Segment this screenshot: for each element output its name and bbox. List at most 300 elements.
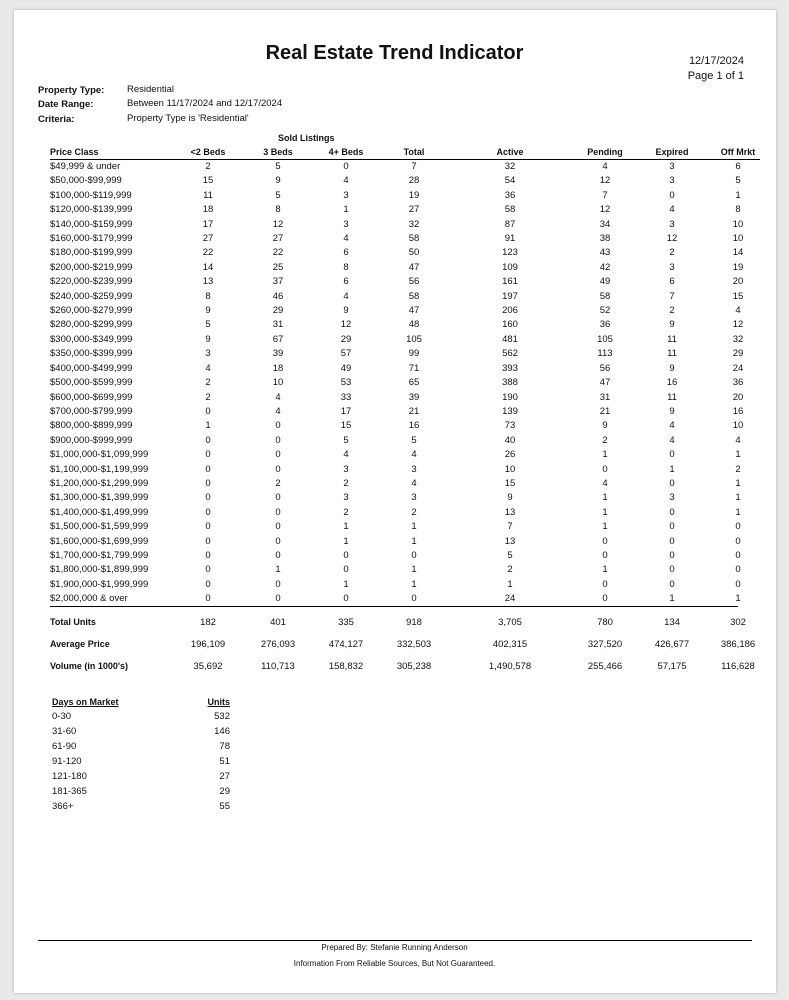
dom-header-units: Units [207,697,230,707]
cell-value: 13 [504,506,516,518]
row-label: $260,000-$279,999 [50,305,133,317]
table-row [50,218,760,232]
row-label: 31-60 [52,726,77,737]
row-label: $120,000-$139,999 [50,204,133,216]
cell-value: 71 [408,362,420,374]
cell-value: 25 [272,261,284,273]
report-date: 12/17/2024 [688,55,744,67]
cell-value: 276,093 [260,638,296,650]
cell-value: 29 [272,305,284,317]
row-label: $1,000,000-$1,099,999 [50,449,149,461]
cell-value: 6 [669,276,675,288]
cell-value: 401 [270,616,286,628]
cell-value: 0 [602,593,608,605]
cell-value: 8 [205,290,211,302]
cell-value: 2 [343,506,349,518]
cell-value: 14 [202,261,214,273]
cell-value: 37 [272,276,284,288]
column-header: <2 Beds [162,146,254,160]
cell-value: 4 [735,305,741,317]
cell-value: 2 [275,477,281,489]
cell-value: 5 [735,175,741,187]
cell-value: 0 [669,535,675,547]
cell-value: 4 [669,434,675,446]
cell-value: 27 [202,233,214,245]
cell-value: 1,490,578 [488,660,532,672]
cell-value: 14 [732,247,744,259]
cell-value: 20 [732,276,744,288]
row-label: $350,000-$399,999 [50,348,133,360]
row-label: 121-180 [52,771,87,782]
cell-value: 17 [340,405,352,417]
cell-value: 139 [502,405,518,417]
table-row [50,592,760,606]
cell-value: 15 [202,175,214,187]
cell-value: 1 [602,506,608,518]
cell-value: 1 [735,477,741,489]
column-header: Expired [628,146,716,160]
cell-value: 780 [597,616,613,628]
cell-value: 1 [343,535,349,547]
cell-value: 35,692 [193,660,223,672]
report-title: Real Estate Trend Indicator [265,42,524,64]
cell-value: 302 [730,616,746,628]
cell-value: 8 [343,261,349,273]
cell-value: 0 [205,521,211,533]
column-header: Active [438,146,582,160]
cell-value: 56 [599,362,611,374]
cell-value: 0 [669,521,675,533]
table-row [50,506,760,520]
cell-value: 67 [272,333,284,345]
table-row [50,376,760,390]
cell-value: 13 [202,276,214,288]
cell-value: 4 [343,449,349,461]
cell-value: 1 [735,506,741,518]
property-type-value: Residential [127,84,174,95]
column-header: Off Mrkt [716,146,760,160]
cell-value: 0 [602,535,608,547]
cell-value: 388 [502,377,518,389]
row-label: $1,600,000-$1,699,999 [50,535,149,547]
cell-value: 53 [340,377,352,389]
cell-value: 12 [599,175,611,187]
row-label: $800,000-$899,999 [50,420,133,432]
row-label: $1,700,000-$1,799,999 [50,549,149,561]
cell-value: 2 [669,247,675,259]
cell-value: 116,628 [721,660,755,672]
cell-value: 197 [502,290,518,302]
cell-value: 3,705 [498,616,522,628]
cell-value: 0 [669,189,675,201]
cell-value: 0 [205,564,211,576]
cell-value: 21 [408,405,420,417]
cell-value: 4 [411,477,417,489]
cell-value: 99 [408,348,420,360]
cell-value: 0 [602,578,608,590]
cell-value: 48 [408,319,420,331]
cell-value: 123 [502,247,518,259]
cell-value: 20 [732,391,744,403]
row-label: $900,000-$999,999 [50,434,133,446]
cell-value: 0 [275,578,281,590]
cell-value: 0 [735,578,741,590]
cell-value: 58 [408,290,420,302]
table-row [50,448,760,462]
table-row [50,290,760,304]
cell-value: 49 [599,276,611,288]
cell-value: 31 [272,319,284,331]
cell-value: 0 [669,549,675,561]
criteria-label: Criteria: [38,114,75,125]
price-class-rows [50,160,760,607]
cell-value: 4 [205,362,211,374]
dom-header-row [52,695,230,709]
cell-value: 52 [599,305,611,317]
cell-value: 3 [205,348,211,360]
cell-value: 36 [504,189,516,201]
table-row [50,333,760,347]
cell-value: 1 [602,521,608,533]
totals-table [50,611,760,677]
cell-value: 0 [669,578,675,590]
cell-value: 55 [219,801,230,812]
row-label: $600,000-$699,999 [50,391,133,403]
cell-value: 0 [275,521,281,533]
table-row [50,203,760,217]
row-label: $1,800,000-$1,899,999 [50,564,149,576]
cell-value: 0 [205,434,211,446]
cell-value: 0 [205,463,211,475]
cell-value: 158,832 [328,660,364,672]
cell-value: 15 [732,290,744,302]
table-row [50,578,760,592]
table-row [50,174,760,188]
cell-value: 393 [502,362,518,374]
cell-value: 10 [732,233,744,245]
table-row [50,275,760,289]
cell-value: 134 [664,616,680,628]
row-label: $220,000-$239,999 [50,276,133,288]
dom-row [52,799,230,814]
cell-value: 196,109 [190,638,226,650]
cell-value: 3 [411,463,417,475]
cell-value: 12 [599,204,611,216]
cell-value: 31 [599,391,611,403]
cell-value: 0 [275,420,281,432]
cell-value: 15 [340,420,352,432]
cell-value: 5 [205,319,211,331]
cell-value: 16 [666,377,678,389]
cell-value: 9 [669,319,675,331]
cell-value: 0 [275,463,281,475]
cell-value: 27 [272,233,284,245]
cell-value: 2 [602,434,608,446]
cell-value: 9 [602,420,608,432]
cell-value: 3 [343,492,349,504]
cell-value: 8 [735,204,741,216]
cell-value: 1 [507,578,513,590]
cell-value: 21 [599,405,611,417]
cell-value: 17 [202,218,214,230]
cell-value: 474,127 [328,638,364,650]
cell-value: 0 [735,564,741,576]
cell-value: 32 [732,333,744,345]
cell-value: 1 [669,593,675,605]
cell-value: 305,238 [396,660,432,672]
cell-value: 73 [504,420,516,432]
cell-value: 1 [735,492,741,504]
property-type-label: Property Type: [38,85,105,96]
cell-value: 386,186 [720,638,756,650]
cell-value: 9 [205,305,211,317]
cell-value: 0 [343,593,349,605]
cell-value: 0 [205,477,211,489]
cell-value: 109 [502,261,518,273]
cell-value: 3 [669,492,675,504]
cell-value: 47 [408,261,420,273]
cell-value: 58 [599,290,611,302]
cell-value: 113 [597,348,613,360]
cell-value: 10 [504,463,516,475]
cell-value: 0 [343,549,349,561]
cell-value: 0 [343,161,349,172]
cell-value: 10 [272,377,284,389]
cell-value: 22 [202,247,214,259]
cell-value: 43 [599,247,611,259]
cell-value: 0 [205,549,211,561]
cell-value: 11 [667,391,677,403]
column-header: Total [390,146,438,160]
cell-value: 10 [732,420,744,432]
table-row [50,261,760,275]
cell-value: 1 [343,521,349,533]
cell-value: 46 [272,290,284,302]
totals-row [50,655,760,677]
row-label: 61-90 [52,741,77,752]
cell-value: 0 [275,549,281,561]
cell-value: 2 [205,377,211,389]
cell-value: 12 [340,319,352,331]
cell-value: 91 [504,233,516,245]
cell-value: 9 [669,362,675,374]
cell-value: 47 [599,377,611,389]
cell-value: 182 [200,616,216,628]
cell-value: 19 [732,261,744,273]
cell-value: 11 [667,348,677,360]
dom-row [52,739,230,754]
cell-value: 2 [735,463,741,475]
table-header-row [50,146,760,160]
cell-value: 12 [666,233,678,245]
cell-value: 0 [275,593,281,605]
row-label: $700,000-$799,999 [50,405,133,417]
table-row [50,477,760,491]
row-label: $1,500,000-$1,599,999 [50,521,149,533]
cell-value: 3 [669,175,675,187]
cell-value: 7 [602,189,608,201]
cell-value: 3 [411,492,417,504]
cell-value: 190 [502,391,518,403]
price-class-table [50,146,760,607]
column-header: Pending [582,146,628,160]
cell-value: 9 [669,405,675,417]
cell-value: 206 [502,305,518,317]
cell-value: 2 [411,506,417,518]
table-row [50,160,760,175]
cell-value: 24 [504,593,516,605]
row-label: Average Price [50,639,110,649]
disclaimer: Information From Reliable Sources, But Not Guaranteed. [293,959,496,968]
cell-value: 0 [275,492,281,504]
cell-value: 42 [599,261,611,273]
cell-value: 1 [205,420,211,432]
table-row [50,434,760,448]
cell-value: 161 [502,276,518,288]
cell-value: 11 [203,189,213,201]
cell-value: 3 [669,261,675,273]
cell-value: 87 [504,218,516,230]
row-label: Total Units [50,617,96,627]
row-label: $1,900,000-$1,999,999 [50,578,149,590]
cell-value: 0 [205,535,211,547]
cell-value: 57,175 [657,660,687,672]
totals-divider [50,606,738,607]
cell-value: 5 [507,549,513,561]
row-label: 181-365 [52,786,87,797]
sold-listings-header: Sold Listings [278,133,335,143]
prepared-by: Prepared By: Stefanie Running Anderson [321,943,468,952]
cell-value: 335 [338,616,354,628]
cell-value: 4 [669,204,675,216]
cell-value: 0 [205,492,211,504]
cell-value: 0 [205,593,211,605]
cell-value: 0 [275,535,281,547]
cell-value: 47 [408,305,420,317]
totals-row [50,611,760,633]
row-label: $49,999 & under [50,161,121,172]
cell-value: 28 [408,175,420,187]
cell-value: 2 [205,161,211,172]
cell-value: 3 [669,161,675,172]
cell-value: 0 [735,535,741,547]
dom-row [52,784,230,799]
cell-value: 12 [272,218,284,230]
row-label: $140,000-$159,999 [50,218,133,230]
cell-value: 10 [732,218,744,230]
cell-value: 54 [504,175,516,187]
column-header: 3 Beds [254,146,302,160]
cell-value: 1 [735,189,741,201]
cell-value: 5 [275,189,281,201]
dom-row [52,769,230,784]
date-range-label: Date Range: [38,99,94,110]
cell-value: 6 [343,247,349,259]
row-label: $200,000-$219,999 [50,261,133,273]
cell-value: 0 [205,449,211,461]
cell-value: 57 [340,348,352,360]
cell-value: 8 [275,204,281,216]
table-row [50,318,760,332]
cell-value: 1 [411,535,417,547]
dom-header-days: Days on Market [52,697,119,707]
cell-value: 0 [602,549,608,561]
cell-value: 29 [340,333,352,345]
cell-value: 12 [732,319,744,331]
table-row [50,405,760,419]
table-row [50,304,760,318]
cell-value: 0 [411,549,417,561]
days-on-market-table [52,695,230,814]
cell-value: 58 [504,204,516,216]
cell-value: 16 [408,420,420,432]
totals-rows [50,611,760,677]
cell-value: 4 [343,290,349,302]
cell-value: 0 [735,549,741,561]
cell-value: 34 [599,218,611,230]
cell-value: 51 [219,756,230,767]
table-row [50,189,760,203]
cell-value: 532 [214,711,230,722]
column-header: Price Class [50,146,162,160]
cell-value: 3 [669,218,675,230]
cell-value: 1 [669,463,675,475]
cell-value: 402,315 [492,638,528,650]
table-row [50,246,760,260]
cell-value: 0 [411,593,417,605]
cell-value: 65 [408,377,420,389]
cell-value: 78 [219,741,230,752]
cell-value: 26 [504,449,516,461]
cell-value: 32 [408,218,420,230]
cell-value: 39 [272,348,284,360]
cell-value: 27 [408,204,420,216]
table-row [50,391,760,405]
row-label: $1,100,000-$1,199,999 [50,463,149,475]
cell-value: 0 [343,564,349,576]
cell-value: 160 [502,319,518,331]
cell-value: 18 [202,204,214,216]
cell-value: 4 [343,233,349,245]
cell-value: 2 [507,564,513,576]
cell-value: 7 [669,290,675,302]
row-label: $50,000-$99,999 [50,175,122,187]
cell-value: 15 [504,477,516,489]
cell-value: 0 [205,405,211,417]
cell-value: 9 [205,333,211,345]
cell-value: 0 [669,449,675,461]
row-label: $240,000-$259,999 [50,290,133,302]
cell-value: 1 [275,564,281,576]
row-label: $500,000-$599,999 [50,377,133,389]
cell-value: 0 [669,564,675,576]
cell-value: 332,503 [396,638,432,650]
cell-value: 5 [275,161,281,172]
cell-value: 13 [504,535,516,547]
cell-value: 1 [343,578,349,590]
cell-value: 32 [504,161,516,172]
cell-value: 33 [340,391,352,403]
row-label: 366+ [52,801,74,812]
cell-value: 19 [408,189,420,201]
cell-value: 4 [602,161,608,172]
table-row [50,520,760,534]
row-label: $180,000-$199,999 [50,247,133,259]
cell-value: 4 [669,420,675,432]
table-row [50,362,760,376]
row-label: $1,300,000-$1,399,999 [50,492,149,504]
row-label: $100,000-$119,999 [50,189,132,201]
